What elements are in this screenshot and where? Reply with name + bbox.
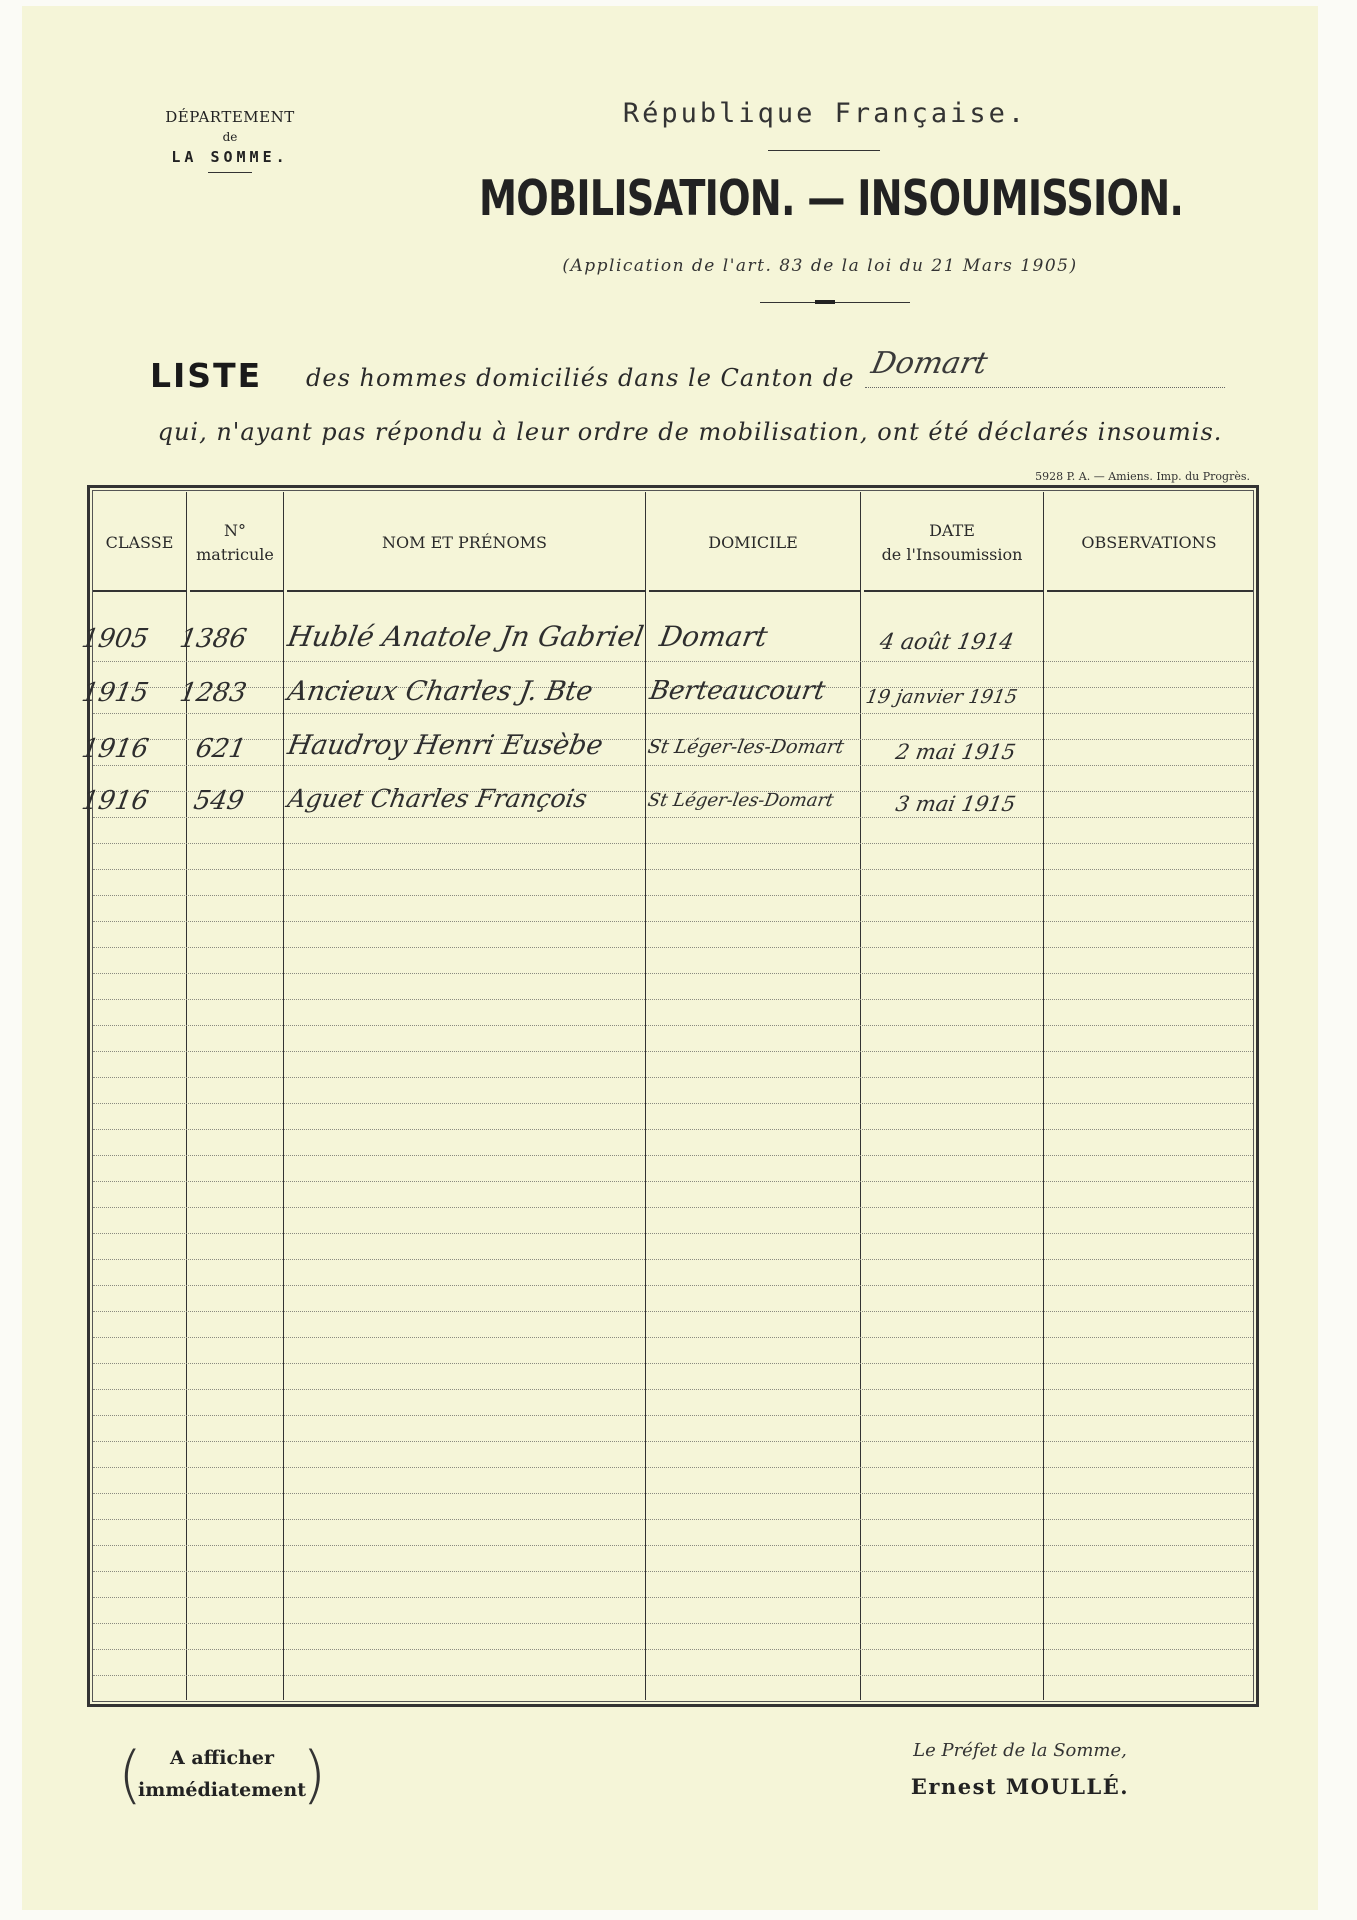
header-domicile: DOMICILE bbox=[708, 533, 798, 552]
affiche-line-2: immédiatement bbox=[138, 1779, 306, 1801]
row-classe: 1915 bbox=[79, 678, 151, 708]
ruled-line bbox=[93, 1571, 1253, 1572]
ruled-line bbox=[93, 1493, 1253, 1494]
header-nom: NOM ET PRÉNOMS bbox=[382, 533, 547, 552]
ruled-line bbox=[93, 1051, 1253, 1052]
ruled-line bbox=[93, 1259, 1253, 1260]
header-divider bbox=[768, 150, 880, 151]
printer-imprint: 5928 P. A. — Amiens. Imp. du Progrès. bbox=[1035, 470, 1250, 483]
affiche-line-1: A afficher bbox=[170, 1747, 274, 1769]
affiche-paren-left: ( bbox=[118, 1738, 143, 1811]
ruled-line bbox=[93, 661, 1253, 662]
ruled-line bbox=[93, 1415, 1253, 1416]
ruled-line bbox=[93, 1207, 1253, 1208]
header-matricule-label: matricule bbox=[196, 545, 274, 564]
row-nom: Hublé Anatole Jn Gabriel bbox=[285, 620, 647, 653]
row-domicile: St Léger-les-Domart bbox=[646, 736, 846, 758]
title-divider bbox=[760, 302, 910, 303]
ruled-line bbox=[93, 713, 1253, 714]
ruled-line bbox=[93, 1155, 1253, 1156]
liste-line-2: qui, n'ayant pas répondu à leur ordre de mobilisation, ont été déclarés insoumis. bbox=[157, 418, 1223, 446]
header-observations: OBSERVATIONS bbox=[1081, 533, 1217, 552]
ruled-line bbox=[93, 999, 1253, 1000]
republic-heading: République Française. bbox=[622, 98, 1028, 129]
header-matricule bbox=[187, 500, 283, 586]
header-rule bbox=[93, 590, 186, 592]
ruled-line bbox=[93, 1441, 1253, 1442]
header-date bbox=[861, 500, 1043, 586]
ruled-line bbox=[93, 947, 1253, 948]
liste-word: LISTE bbox=[150, 356, 263, 395]
row-date: 2 mai 1915 bbox=[893, 740, 1018, 764]
affiche-paren-right: ) bbox=[302, 1738, 327, 1811]
ruled-line bbox=[93, 1623, 1253, 1624]
header-classe: CLASSE bbox=[105, 533, 174, 552]
row-matricule: 549 bbox=[191, 786, 247, 816]
header-rule bbox=[1047, 590, 1253, 592]
header-date-label: DATE bbox=[929, 521, 975, 540]
ruled-line bbox=[93, 1649, 1253, 1650]
ruled-line bbox=[93, 1337, 1253, 1338]
ruled-line bbox=[93, 1363, 1253, 1364]
ruled-line bbox=[93, 1675, 1253, 1676]
ruled-line bbox=[93, 843, 1253, 844]
ruled-line bbox=[93, 1129, 1253, 1130]
ruled-line bbox=[93, 765, 1253, 766]
header-rule bbox=[190, 590, 283, 592]
ruled-line bbox=[93, 1077, 1253, 1078]
header-date-sub: de l'Insoumission bbox=[881, 545, 1023, 564]
prefet-title: Le Préfet de la Somme, bbox=[913, 1740, 1127, 1761]
ruled-line bbox=[93, 1519, 1253, 1520]
canton-handwritten: Domart bbox=[868, 346, 991, 381]
ruled-line bbox=[93, 973, 1253, 974]
ruled-line bbox=[93, 869, 1253, 870]
row-classe: 1916 bbox=[79, 734, 151, 764]
ruled-line bbox=[93, 1233, 1253, 1234]
row-classe: 1916 bbox=[79, 786, 151, 816]
ruled-line bbox=[93, 1285, 1253, 1286]
department-block bbox=[120, 108, 340, 173]
department-divider bbox=[208, 172, 252, 173]
row-matricule: 1283 bbox=[177, 678, 249, 708]
row-nom: Ancieux Charles J. Bte bbox=[285, 676, 596, 707]
header-rule bbox=[287, 590, 645, 592]
department-label: DÉPARTEMENT bbox=[165, 108, 295, 126]
row-date: 4 août 1914 bbox=[877, 630, 1016, 655]
row-domicile: St Léger-les-Domart bbox=[646, 790, 836, 811]
row-matricule: 1386 bbox=[177, 624, 249, 654]
row-classe: 1905 bbox=[79, 624, 151, 654]
title-divider-ornament bbox=[815, 300, 835, 304]
liste-line-1: des hommes domiciliés dans le Canton de bbox=[306, 364, 855, 392]
ruled-line bbox=[93, 1597, 1253, 1598]
signer-name: Ernest MOULLÉ. bbox=[910, 1774, 1130, 1799]
page-title: MOBILISATION. — INSOUMISSION. bbox=[479, 170, 1184, 227]
affiche-notice bbox=[138, 1742, 306, 1806]
ruled-line bbox=[93, 1389, 1253, 1390]
ruled-line bbox=[93, 1025, 1253, 1026]
header-rule bbox=[649, 590, 860, 592]
ruled-line bbox=[93, 1181, 1253, 1182]
ruled-line bbox=[93, 817, 1253, 818]
row-nom: Aguet Charles François bbox=[285, 784, 590, 813]
law-reference: (Application de l'art. 83 de la loi du 21 Mars 1905) bbox=[562, 256, 1078, 276]
row-date: 19 janvier 1915 bbox=[864, 686, 1020, 708]
header-matricule-no: N° bbox=[224, 521, 246, 540]
row-nom: Haudroy Henri Eusèbe bbox=[285, 730, 606, 761]
ruled-line bbox=[93, 921, 1253, 922]
ruled-line bbox=[93, 1467, 1253, 1468]
row-matricule: 621 bbox=[193, 734, 249, 764]
ruled-line bbox=[93, 895, 1253, 896]
row-date: 3 mai 1915 bbox=[893, 792, 1018, 816]
ruled-line bbox=[93, 1103, 1253, 1104]
header-rule bbox=[864, 590, 1043, 592]
row-domicile: Domart bbox=[657, 620, 771, 653]
row-domicile: Berteaucourt bbox=[647, 676, 828, 706]
ruled-line bbox=[93, 1311, 1253, 1312]
department-de: de bbox=[222, 130, 238, 144]
department-name: LA SOMME. bbox=[171, 148, 289, 166]
canton-fill-line bbox=[865, 387, 1225, 388]
register-table-inner bbox=[92, 490, 1254, 1702]
ruled-line bbox=[93, 1545, 1253, 1546]
